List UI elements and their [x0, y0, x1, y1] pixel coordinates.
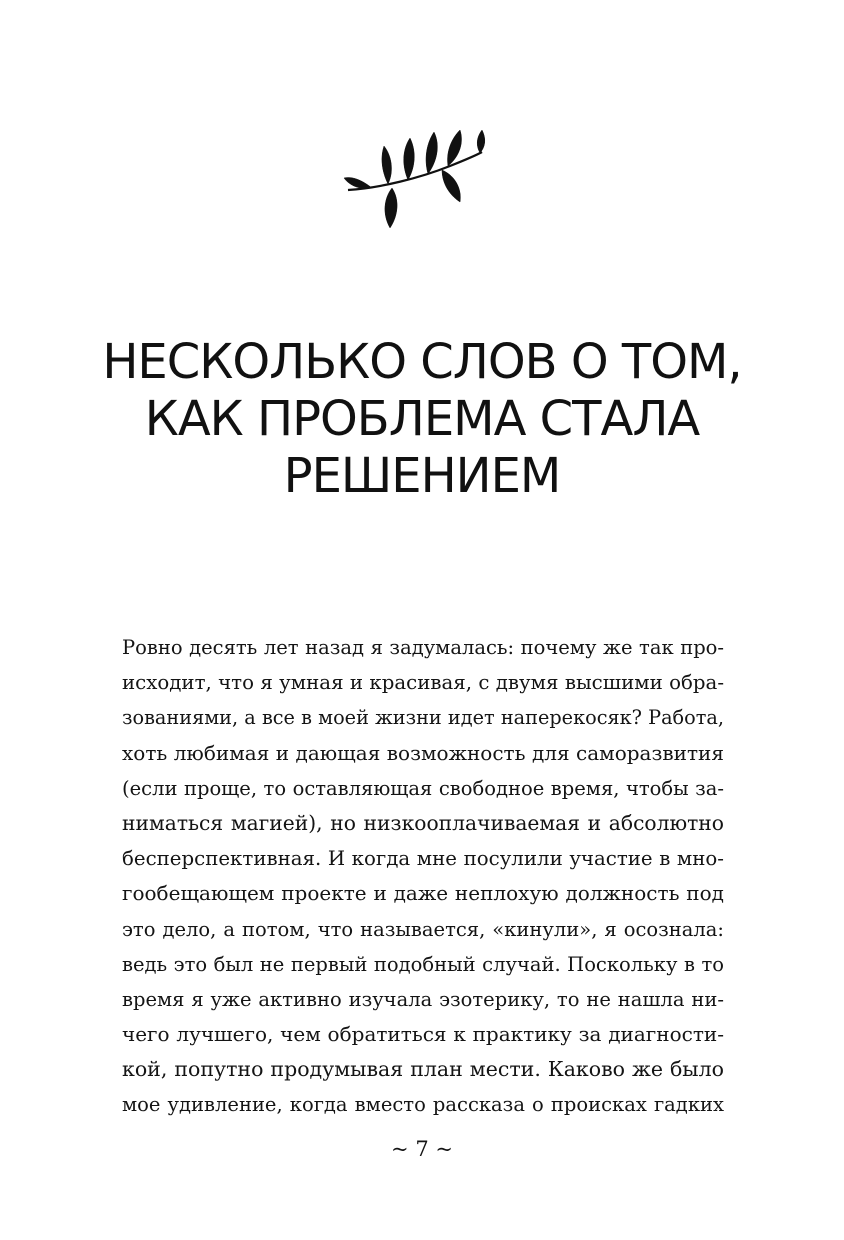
- body-line: (если проще, то оставляющая свободное время, чтобы за-: [122, 776, 724, 800]
- page-number: ~ 7 ~: [391, 1137, 453, 1161]
- body-line: ниматься магией), но низкооплачиваемая и абсолютно: [122, 810, 724, 835]
- leafy-branch-icon: [330, 118, 500, 238]
- body-line: это дело, а потом, что называется, «кинули», я осознала:: [122, 917, 724, 941]
- body-line: зованиями, а все в моей жизни идет наперекосяк? Работа,: [122, 706, 724, 730]
- body-line: бесперспективная. И когда мне посулили участие в мно-: [122, 847, 724, 871]
- chapter-title-line-2: КАК ПРОБЛЕМА СТАЛА: [144, 391, 700, 447]
- body-line: чего лучшего, чем обратиться к практику за диагности-: [122, 1022, 724, 1047]
- body-line: ведь это был не первый подобный случай. Поскольку в то: [122, 952, 724, 976]
- body-paragraph: [122, 630, 724, 1123]
- body-line: кой, попутно продумывая план мести. Каково же было: [122, 1057, 724, 1082]
- body-line: исходит, что я умная и красивая, с двумя высшими обра-: [122, 671, 724, 695]
- body-line: гообещающем проекте и даже неплохую должность под: [122, 881, 724, 906]
- body-line: мое удивление, когда вместо рассказа о происках гадких: [122, 1093, 724, 1117]
- body-line: хоть любимая и дающая возможность для саморазвития: [122, 740, 724, 765]
- chapter-title-line-1: НЕСКОЛЬКО СЛОВ О ТОМ,: [102, 334, 742, 390]
- body-line: время я уже активно изучала эзотерику, то не нашла ни-: [122, 987, 724, 1011]
- body-line: Ровно десять лет назад я задумалась: почему же так про-: [122, 636, 724, 659]
- chapter-title-line-3: РЕШЕНИЕМ: [283, 448, 561, 504]
- chapter-title: [60, 334, 784, 505]
